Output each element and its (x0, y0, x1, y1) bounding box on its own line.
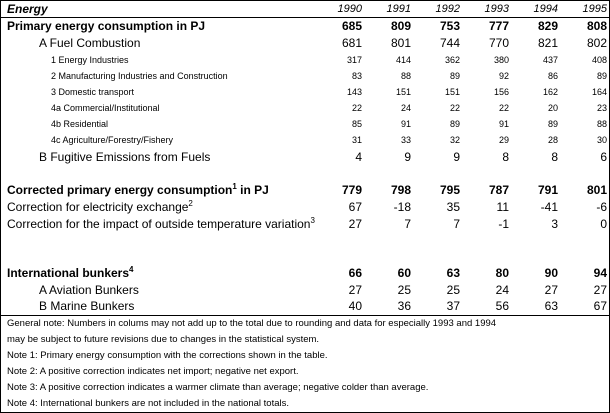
cell-value: 6 (600, 150, 607, 164)
cell-value: 437 (542, 55, 558, 65)
cell-value: 20 (547, 103, 558, 113)
cell-value: 27 (348, 283, 362, 297)
cell-value: 88 (596, 119, 607, 129)
cell-value: 4 (355, 150, 362, 164)
cell-value: 795 (439, 183, 460, 197)
footnote-marker: 3 (310, 216, 315, 225)
cell-value: 94 (593, 266, 607, 280)
cell-value: 809 (390, 19, 411, 33)
cell-value: 56 (495, 299, 509, 313)
row-label: 4a Commercial/Institutional (51, 103, 160, 113)
cell-value: 802 (586, 36, 607, 50)
cell-value: 29 (498, 135, 509, 145)
table-row (1, 150, 609, 165)
row-label (7, 200, 193, 215)
cell-value: 92 (498, 71, 509, 81)
cell-value: 156 (493, 87, 509, 97)
cell-value: 67 (348, 200, 362, 214)
cell-value: 22 (449, 103, 460, 113)
cell-value: 35 (446, 200, 460, 214)
cell-value: 83 (351, 71, 362, 81)
cell-value: 7 (404, 217, 411, 231)
cell-value: 25 (446, 283, 460, 297)
cell-value: 80 (495, 266, 509, 280)
cell-value: 32 (449, 135, 460, 145)
row-label (7, 266, 133, 281)
cell-value: 85 (351, 119, 362, 129)
table-row (1, 53, 609, 68)
cell-value: 162 (542, 87, 558, 97)
cell-value: 22 (351, 103, 362, 113)
row-label-suffix: in PJ (236, 183, 269, 197)
row-label-text: Correction for electricity exchange (7, 200, 189, 214)
cell-value: -18 (393, 200, 411, 214)
cell-value: 63 (544, 299, 558, 313)
cell-value: 89 (449, 71, 460, 81)
cell-value: 11 (496, 200, 509, 214)
notes-rule (1, 315, 609, 316)
year-header: 1992 (435, 3, 460, 15)
cell-value: 801 (586, 183, 607, 197)
cell-value: 779 (341, 183, 362, 197)
cell-value: 89 (449, 119, 460, 129)
cell-value: 89 (547, 119, 558, 129)
table-row (1, 183, 609, 198)
cell-value: 66 (348, 266, 362, 280)
row-label: 1 Energy Industries (51, 55, 129, 65)
cell-value: 362 (444, 55, 460, 65)
year-header: 1994 (533, 3, 558, 15)
cell-value: 27 (348, 217, 362, 231)
cell-value: 681 (341, 36, 362, 50)
cell-value: 685 (341, 19, 362, 33)
cell-value: 798 (390, 183, 411, 197)
note-3: Note 3: A positive correction indicates a warmer climate than average; negative colder than average. (7, 382, 429, 393)
cell-value: 791 (537, 183, 558, 197)
cell-value: 3 (551, 217, 558, 231)
table-title: Energy (7, 2, 48, 16)
cell-value: 7 (453, 217, 460, 231)
row-label: Primary energy consumption in PJ (7, 19, 206, 33)
row-label (7, 183, 269, 198)
cell-value: 9 (404, 150, 411, 164)
cell-value: 60 (397, 266, 411, 280)
cell-value: 37 (446, 299, 460, 313)
row-label: 4b Residential (51, 119, 109, 129)
row-label: B Fugitive Emissions from Fuels (39, 150, 211, 164)
row-label: 2 Manufacturing Industries and Construction (51, 71, 228, 81)
cell-value: 91 (498, 119, 509, 129)
note-2: Note 2: A positive correction indicates net import; negative net export. (7, 366, 299, 377)
table-row (1, 266, 609, 281)
cell-value: 30 (596, 135, 607, 145)
cell-value: 753 (439, 19, 460, 33)
table-row (1, 299, 609, 314)
header-row (1, 2, 609, 17)
cell-value: 8 (551, 150, 558, 164)
cell-value: 829 (537, 19, 558, 33)
cell-value: 24 (400, 103, 411, 113)
cell-value: 91 (400, 119, 411, 129)
cell-value: 27 (544, 283, 558, 297)
cell-value: 67 (593, 299, 607, 313)
table-row (1, 69, 609, 84)
cell-value: 33 (400, 135, 411, 145)
row-label (7, 217, 315, 232)
table-row (1, 85, 609, 100)
cell-value: 24 (495, 283, 509, 297)
cell-value: 808 (586, 19, 607, 33)
cell-value: 151 (395, 87, 411, 97)
note-4: Note 4: International bunkers are not included in the national totals. (7, 398, 290, 409)
cell-value: 770 (488, 36, 509, 50)
year-header: 1995 (582, 3, 607, 15)
cell-value: 25 (397, 283, 411, 297)
cell-value: 151 (444, 87, 460, 97)
row-label: 4c Agriculture/Forestry/Fishery (51, 135, 174, 145)
table-row (1, 283, 609, 298)
cell-value: 408 (591, 55, 607, 65)
cell-value: 31 (351, 135, 362, 145)
cell-value: -41 (540, 200, 558, 214)
footnote-marker: 2 (188, 199, 193, 208)
row-label-text: Correction for the impact of outside temperature variation (7, 217, 311, 231)
footnote-marker: 4 (129, 265, 134, 274)
general-note: General note: Numbers in colums may not add up to the total due to rounding and data for especially 1993 and 1994 (7, 318, 497, 329)
footnote-marker: 1 (232, 182, 237, 191)
row-label: A Aviation Bunkers (39, 283, 139, 297)
cell-value: 821 (537, 36, 558, 50)
cell-value: 27 (593, 283, 607, 297)
row-label-text: International bunkers (7, 266, 130, 280)
row-label-text: Corrected primary energy consumption (7, 183, 233, 197)
table-row (1, 217, 609, 232)
cell-value: 89 (596, 71, 607, 81)
cell-value: 63 (446, 266, 460, 280)
cell-value: 40 (348, 299, 362, 313)
cell-value: 28 (547, 135, 558, 145)
cell-value: -6 (596, 200, 607, 214)
year-header: 1993 (484, 3, 509, 15)
general-note-cont: may be subject to future revisions due to changes in the statistical system. (7, 334, 320, 345)
cell-value: 9 (453, 150, 460, 164)
cell-value: 777 (488, 19, 509, 33)
cell-value: 744 (439, 36, 460, 50)
table-row (1, 200, 609, 215)
cell-value: 88 (400, 71, 411, 81)
note-1: Note 1: Primary energy consumption with the corrections shown in the table. (7, 350, 328, 361)
row-label: 3 Domestic transport (51, 87, 135, 97)
header-rule (1, 17, 609, 18)
table-row (1, 133, 609, 148)
cell-value: 8 (502, 150, 509, 164)
cell-value: 787 (488, 183, 509, 197)
cell-value: 414 (395, 55, 411, 65)
year-header: 1991 (386, 3, 411, 15)
cell-value: 317 (346, 55, 362, 65)
table-row (1, 117, 609, 132)
cell-value: 22 (498, 103, 509, 113)
cell-value: 0 (600, 217, 607, 231)
table-row (1, 36, 609, 51)
cell-value: 36 (397, 299, 411, 313)
cell-value: 143 (346, 87, 362, 97)
cell-value: 164 (591, 87, 607, 97)
cell-value: 23 (596, 103, 607, 113)
table-row (1, 101, 609, 116)
cell-value: 90 (544, 266, 558, 280)
year-header: 1990 (337, 3, 362, 15)
row-label: A Fuel Combustion (39, 36, 141, 50)
cell-value: -1 (498, 217, 509, 231)
cell-value: 380 (493, 55, 509, 65)
cell-value: 801 (390, 36, 411, 50)
cell-value: 86 (547, 71, 558, 81)
row-label: B Marine Bunkers (39, 299, 135, 313)
table-row (1, 19, 609, 34)
